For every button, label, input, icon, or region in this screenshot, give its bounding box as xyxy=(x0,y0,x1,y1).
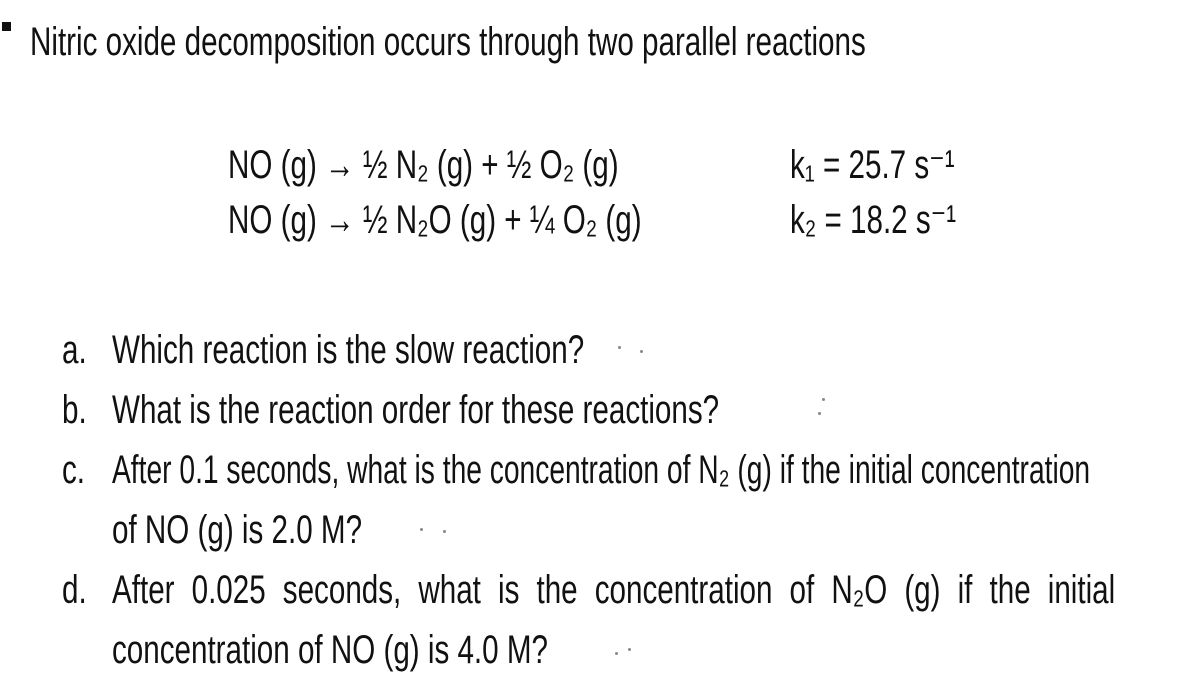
problem-title-text: Nitric oxide decomposition occurs through two parallel reactions xyxy=(30,20,866,64)
scan-speck xyxy=(618,346,621,349)
question-b-text xyxy=(112,390,932,430)
scan-speck xyxy=(443,530,446,533)
scan-speck xyxy=(822,398,825,401)
reaction-1-equation-text: NO (g) → ½ N₂ (g) + ½ O₂ (g) xyxy=(228,143,619,187)
question-d-line-1: After 0.025 seconds, what is the concentration of N₂O (g) if the initial xyxy=(112,568,1116,612)
list-bullet xyxy=(2,22,11,31)
question-c-line-2: of NO (g) is 2.0 M? xyxy=(112,508,363,552)
question-d-text-line-1 xyxy=(112,570,1200,610)
question-a-line-1: Which reaction is the slow reaction? xyxy=(112,328,585,372)
question-b-letter-text: b. xyxy=(62,388,87,432)
reaction-2-equation xyxy=(228,200,787,240)
reaction-2-rate-constant-text: k₂ = 18.2 s⁻¹ xyxy=(790,198,957,242)
question-c-letter-text: c. xyxy=(62,448,86,492)
question-c-text-line-1 xyxy=(112,450,1200,490)
reaction-1-rate-constant-text: k₁ = 25.7 s⁻¹ xyxy=(790,143,955,187)
question-c-letter xyxy=(62,450,93,490)
question-d-text-line-2 xyxy=(112,630,701,670)
scan-speck xyxy=(615,652,618,655)
scan-speck xyxy=(818,412,821,415)
reaction-2-rate-constant xyxy=(790,200,1015,240)
problem-title xyxy=(30,22,1159,62)
reaction-2-equation-text: NO (g) → ½ N₂O (g) + ¼ O₂ (g) xyxy=(228,198,642,242)
question-c-text-line-2 xyxy=(112,510,450,550)
question-a-letter xyxy=(62,330,95,370)
reaction-1-equation xyxy=(228,145,756,185)
question-a-letter-text: a. xyxy=(62,328,87,372)
question-a-text xyxy=(112,330,750,370)
reaction-1-rate-constant xyxy=(790,145,1012,185)
scan-speck xyxy=(628,648,631,651)
question-b-letter xyxy=(62,390,95,430)
scan-speck xyxy=(420,528,423,531)
question-b-line-1: What is the reaction order for these reactions? xyxy=(112,388,720,432)
question-d-line-2: concentration of NO (g) is 4.0 M? xyxy=(112,628,548,672)
question-d-letter xyxy=(62,570,95,610)
question-c-line-1: After 0.1 seconds, what is the concentration of N₂ (g) if the initial concentration xyxy=(112,448,1091,492)
question-d-letter-text: d. xyxy=(62,568,87,612)
scan-speck xyxy=(640,350,643,353)
